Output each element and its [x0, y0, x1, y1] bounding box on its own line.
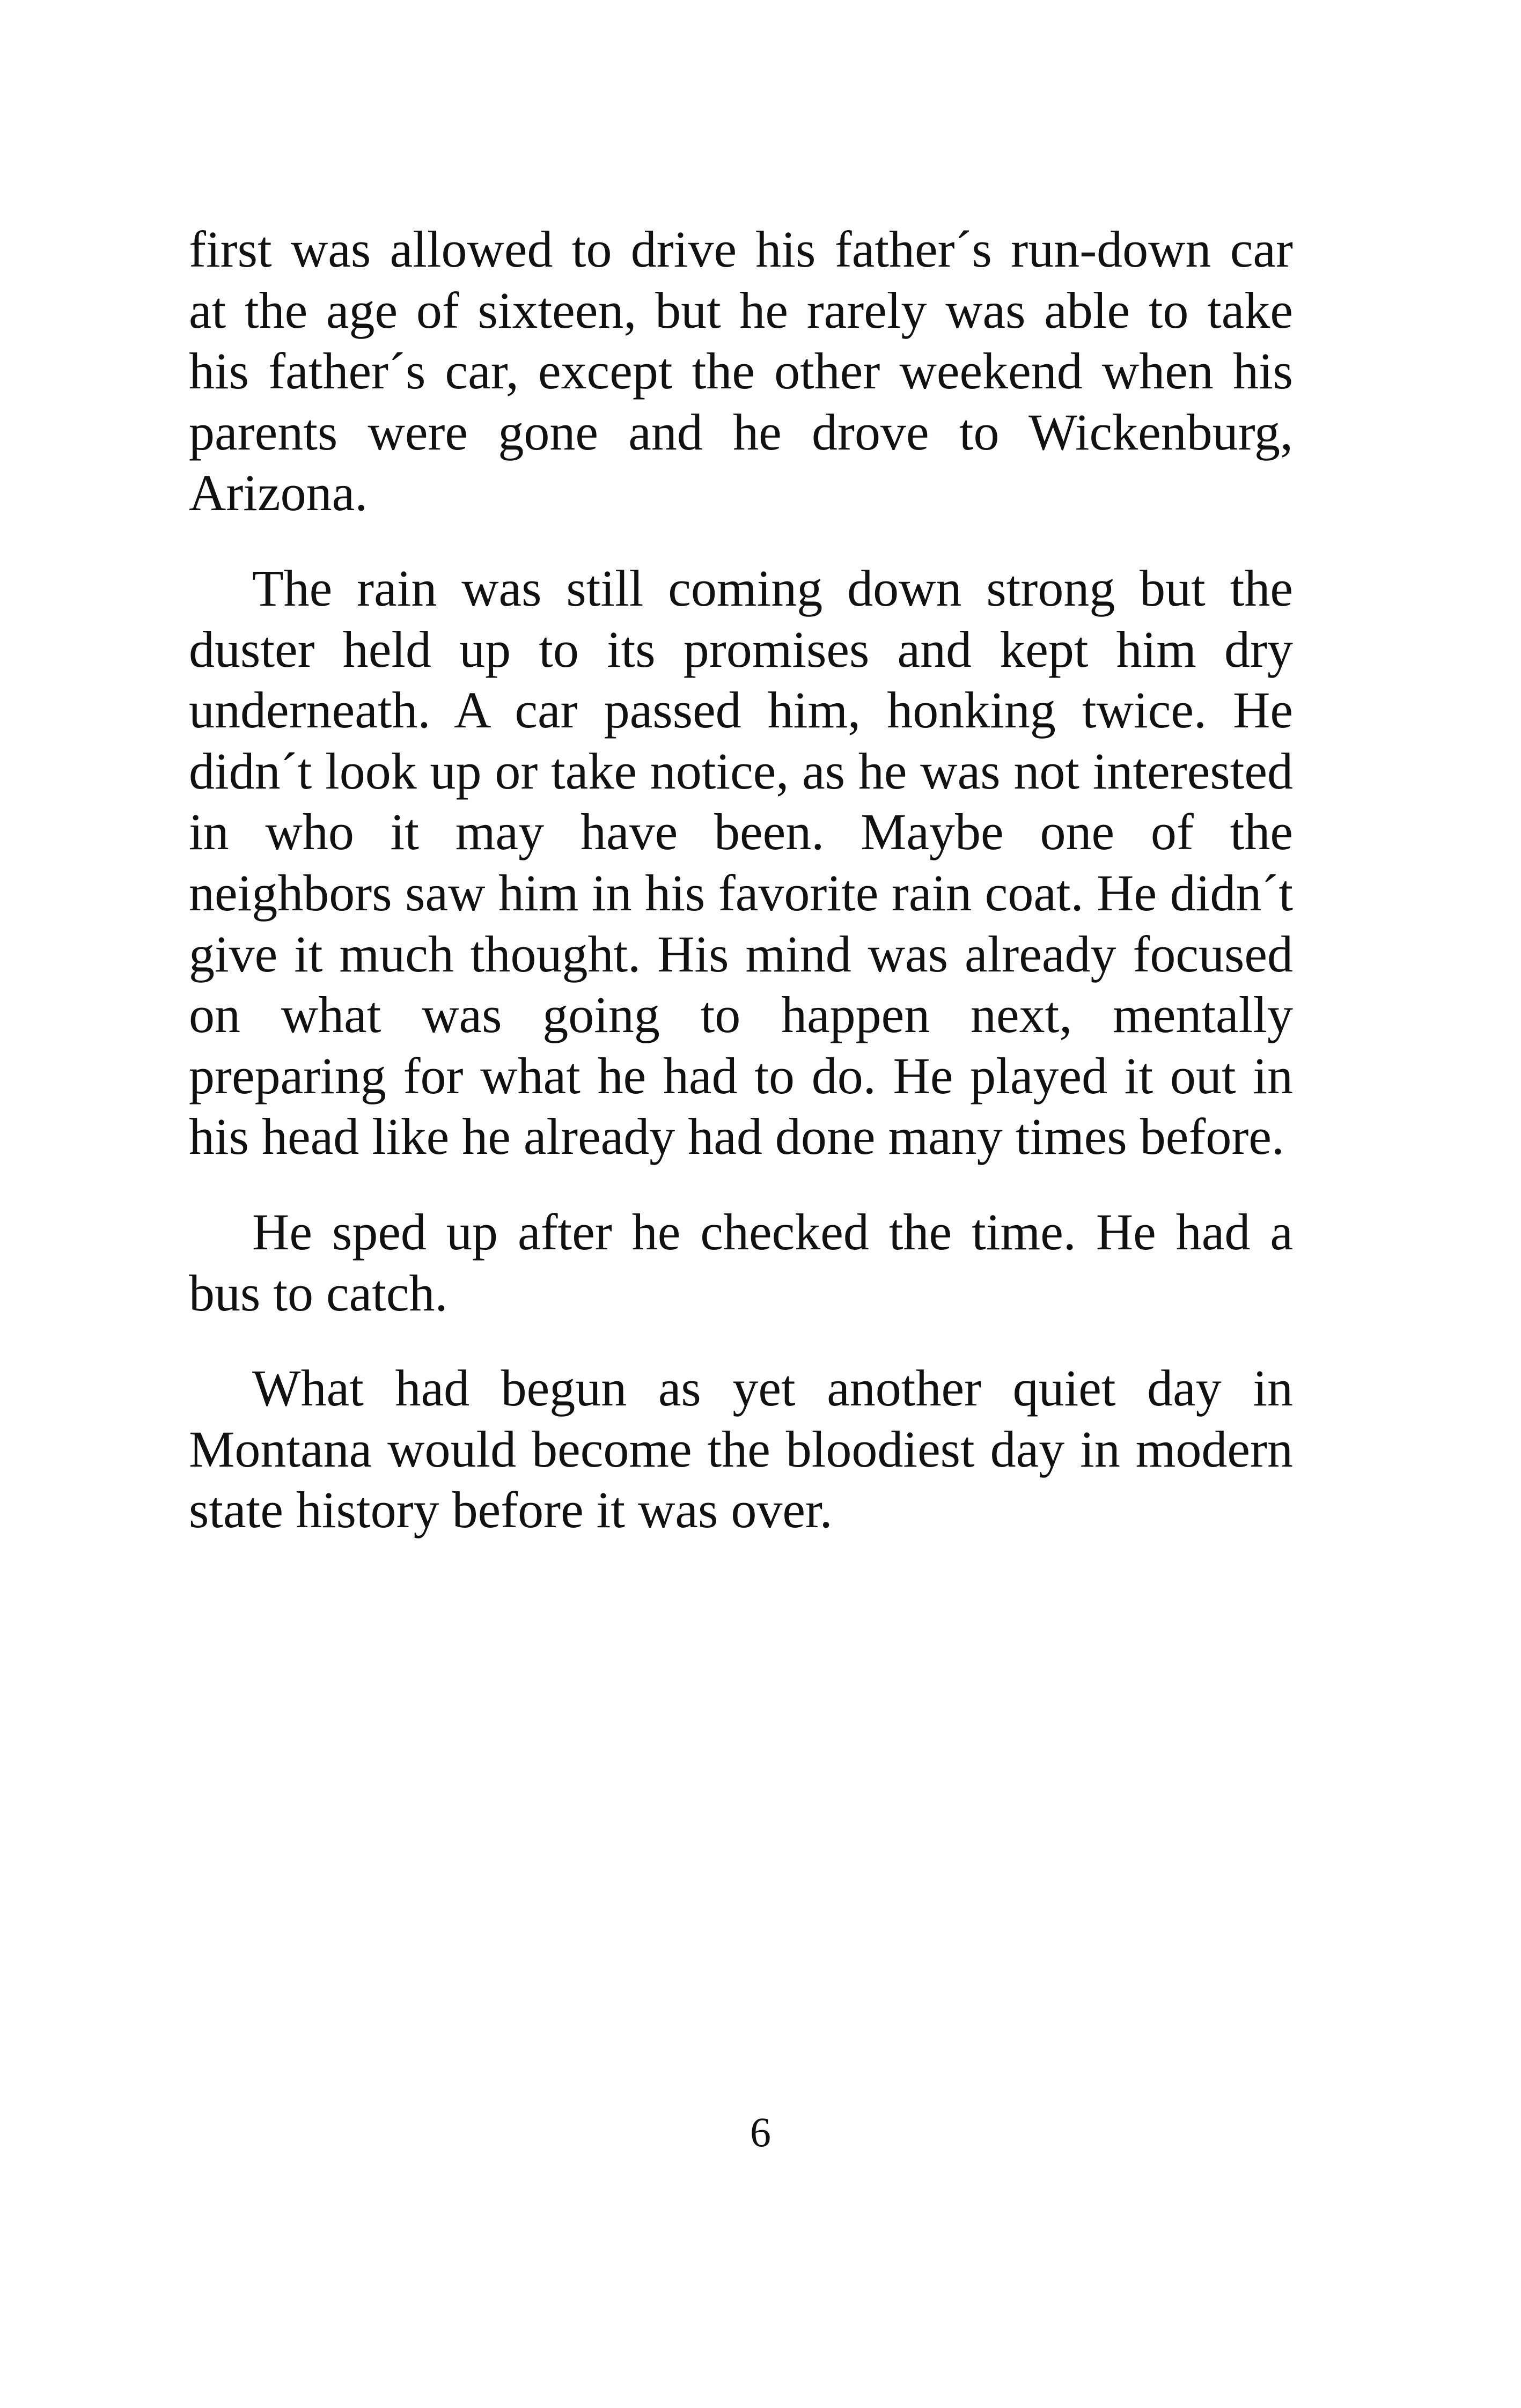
paragraph-bus: He sped up after he checked the time. He had a bus to catch. — [189, 1203, 1293, 1322]
paragraph-rain: The rain was still coming down strong but the duster held up to its promises and kept him dry underneath. A car passed him, honking twice. He didn´t look up or take notice, as he was not interested in who it may have been. Maybe one of the neighbors saw him in his favorite rain coat. He didn´t give it much thought. His mind was already focused on what was going to happen next, mentally preparing for what he had to do. He played it out in his head like he already had done many times before. — [189, 559, 1293, 1166]
body-text — [189, 219, 1293, 1575]
page-number: 6 — [750, 2109, 771, 2155]
paragraph-montana: What had begun as yet another quiet day in Montana would become the bloodiest day in modern state history before it was over. — [189, 1359, 1293, 1539]
paragraph-continued: first was allowed to drive his father´s run-down car at the age of sixteen, but he rarely was able to take his father´s car, except the other weekend when his parents were gone and he drove to Wickenburg, Arizona. — [189, 220, 1293, 522]
